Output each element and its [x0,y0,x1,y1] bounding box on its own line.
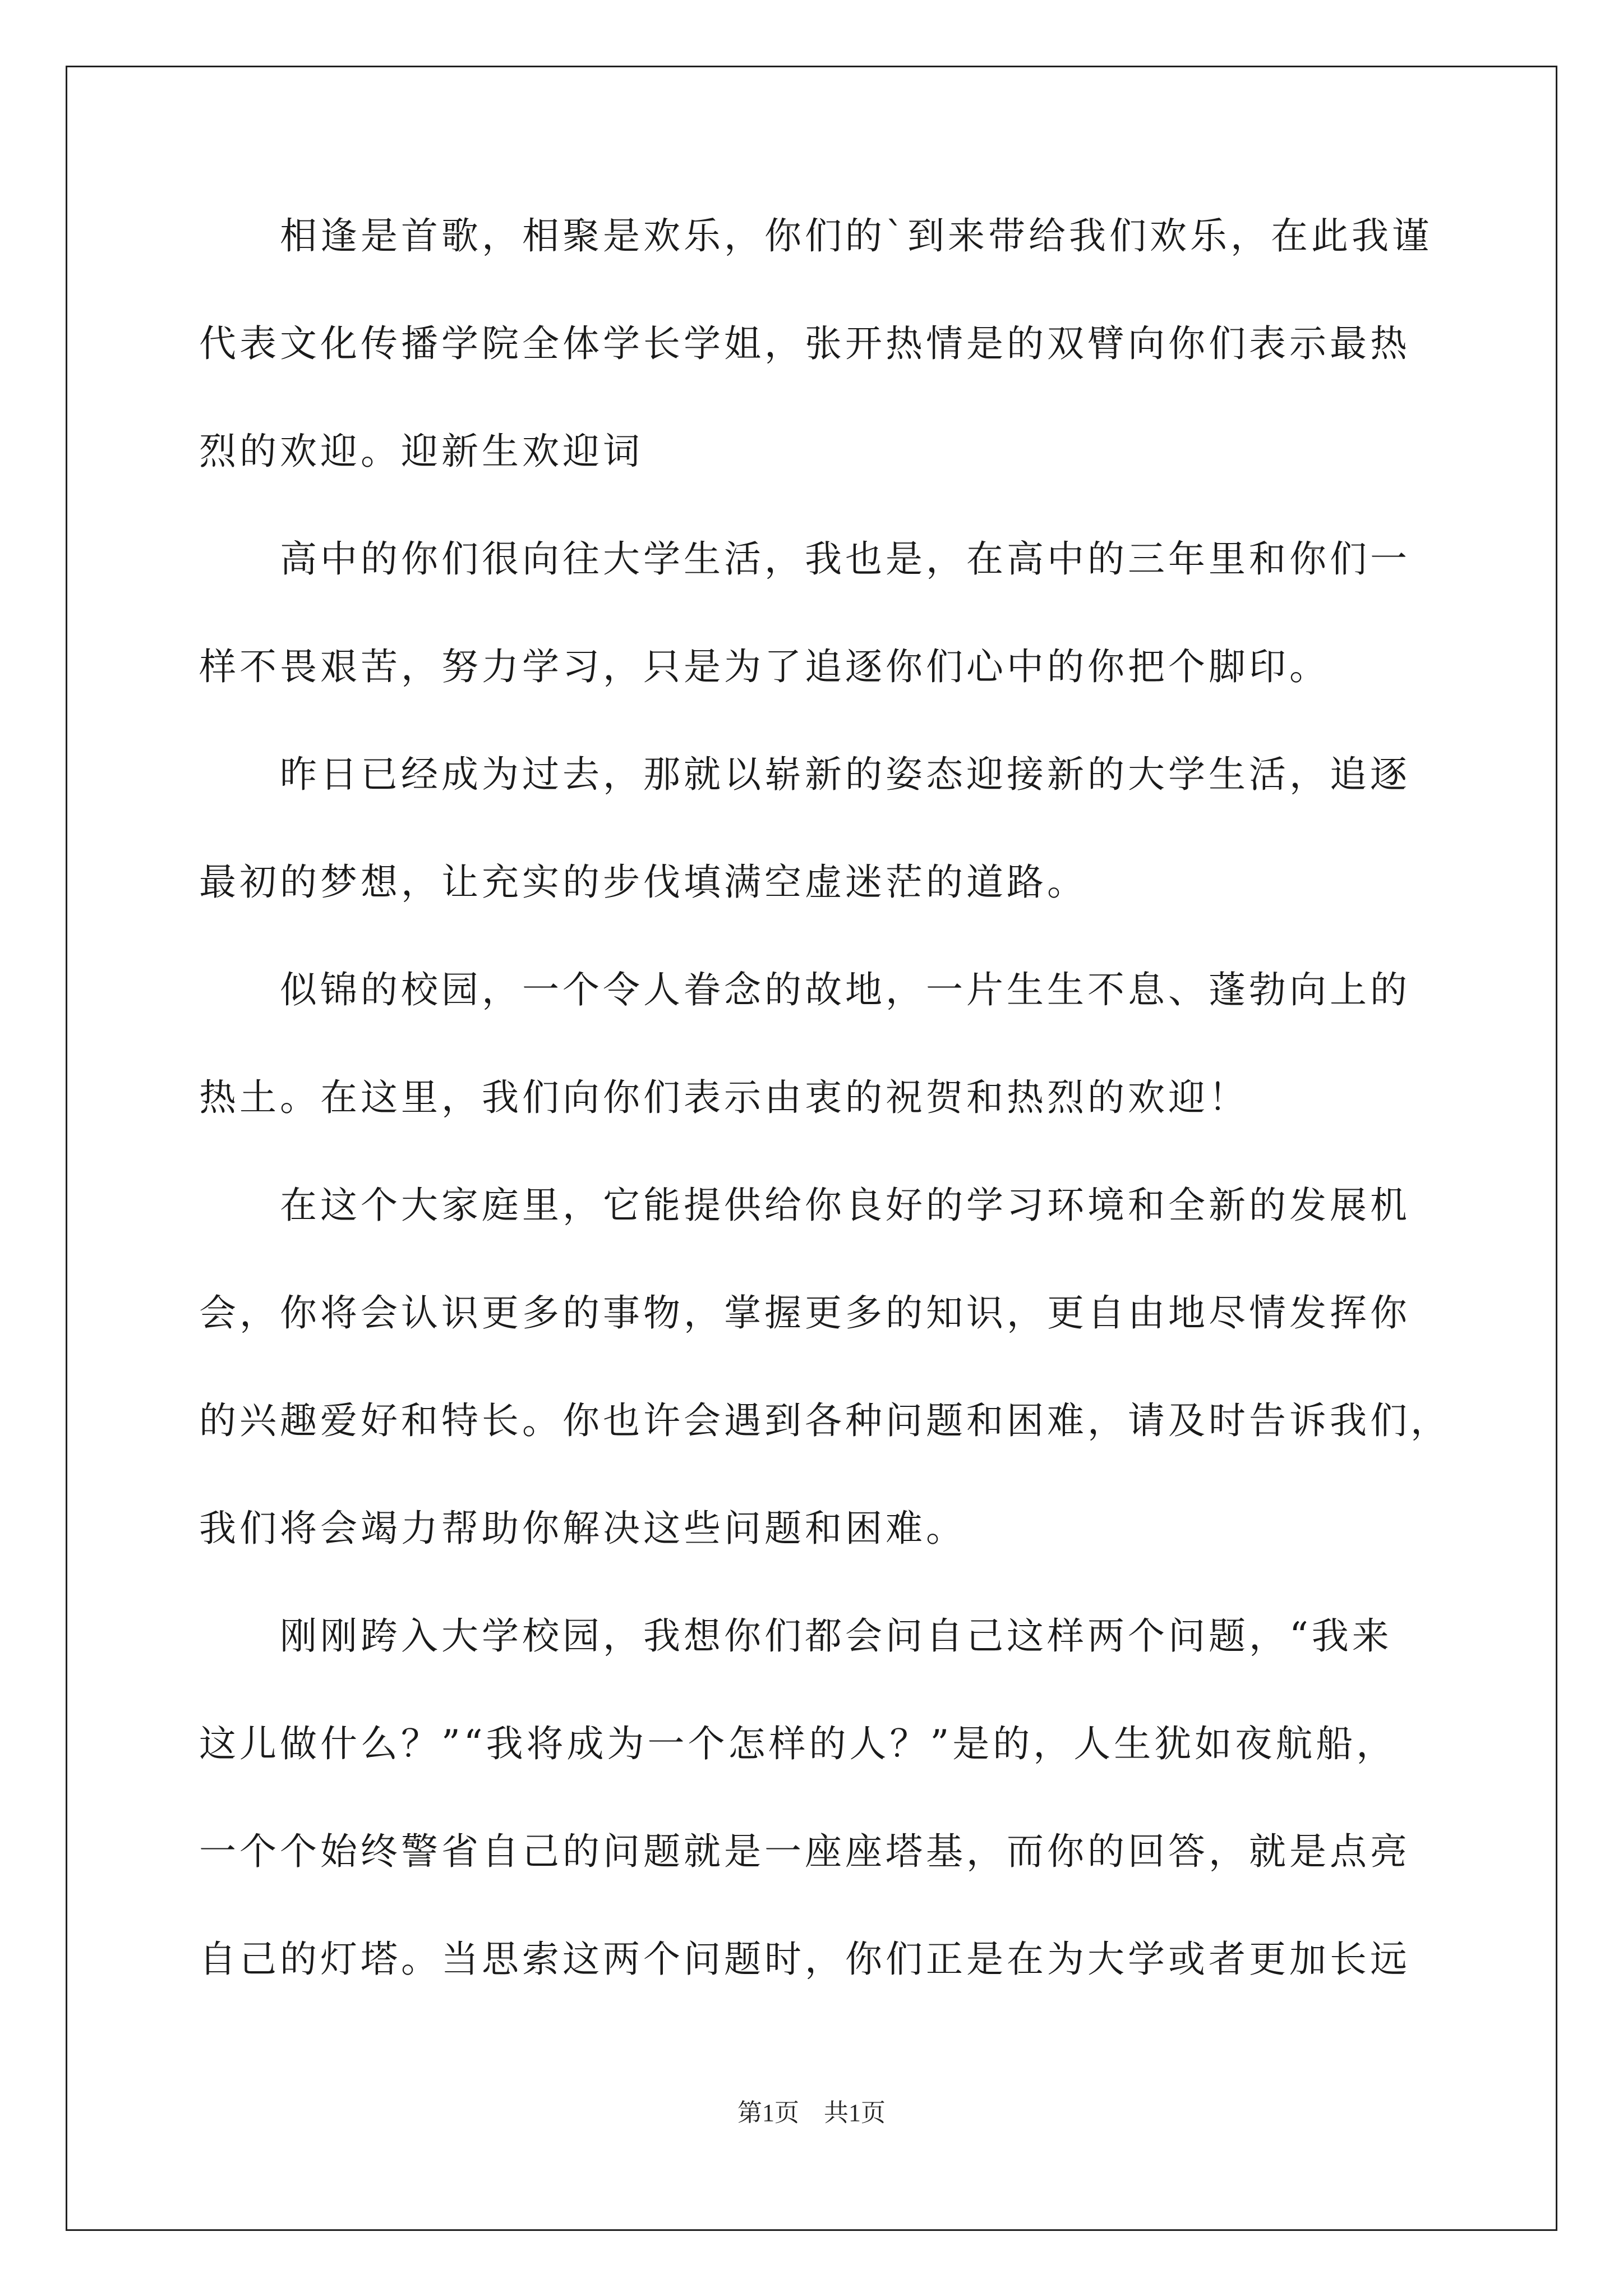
text-line: 最初的梦想，让充实的步伐填满空虚迷茫的道路。 [199,861,1087,904]
text-line: 的兴趣爱好和特长。你也许会遇到各种问题和困难，请及时告诉我们， [199,1399,1451,1442]
text-line: 自己的灯塔。当思索这两个问题时，你们正是在为大学或者更加长远 [199,1938,1410,1981]
text-line: 刚刚跨入大学校园，我想你们都会问自己这样两个问题，“我来 [199,1614,1393,1658]
page-number: 第1页 共1页 [737,2099,886,2127]
text-line: 会，你将会认识更多的事物，掌握更多的知识，更自由地尽情发挥你 [199,1291,1410,1335]
text-line: 在这个大家庭里，它能提供给你良好的学习环境和全新的发展机 [199,1184,1410,1227]
text-line: 高中的你们很向往大学生活，我也是，在高中的三年里和你们一 [199,537,1410,581]
text-line: 这儿做什么？”“我将成为一个怎样的人？”是的，人生犹如夜航船， [199,1722,1397,1765]
text-line: 样不畏艰苦，努力学习，只是为了追逐你们心中的你把个脚印。 [199,645,1330,688]
text-line: 一个个始终警省自己的问题就是一座座塔基，而你的回答，就是点亮 [199,1830,1410,1873]
text-line: 昨日已经成为过去，那就以崭新的姿态迎接新的大学生活，追逐 [199,753,1410,796]
text-line: 代表文化传播学院全体学长学姐，张开热情是的双臂向你们表示最热 [199,322,1410,365]
text-line: 我们将会竭力帮助你解决这些问题和困难。 [199,1507,966,1550]
text-line: 热土。在这里，我们向你们表示由衷的祝贺和热烈的欢迎！ [199,1076,1249,1119]
text-line: 相逢是首歌，相聚是欢乐，你们的`到来带给我们欢乐，在此我谨 [199,214,1432,257]
document-body [199,216,1455,2047]
text-line: 似锦的校园，一个令人眷念的故地，一片生生不息、蓬勃向上的 [199,968,1410,1011]
text-line: 烈的欢迎。迎新生欢迎词 [199,430,643,473]
